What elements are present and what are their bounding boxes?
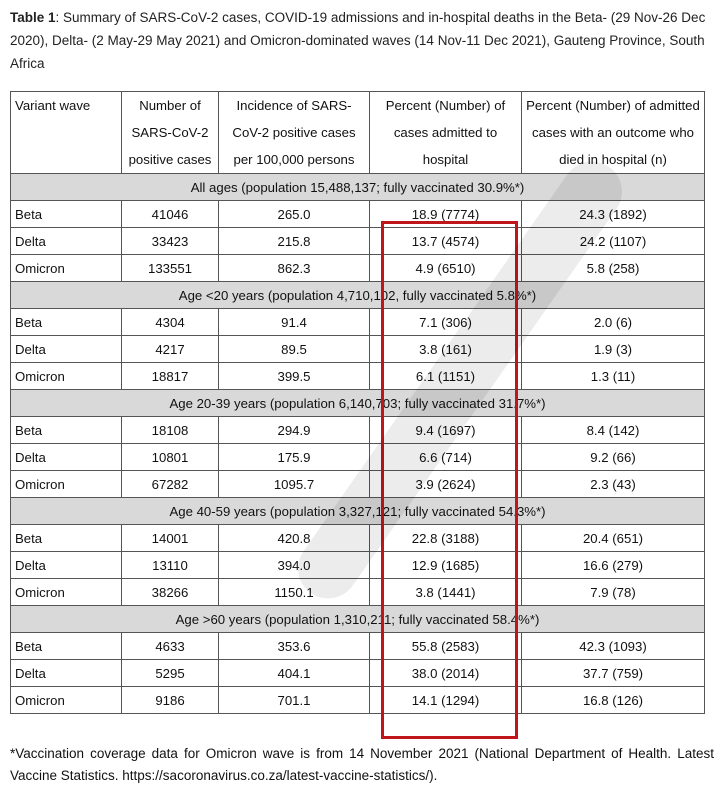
caption-label: Table 1: [10, 10, 56, 25]
cell-number-of-cases: 41046: [122, 201, 219, 228]
cell-number-of-cases: 67282: [122, 471, 219, 498]
cell-percent-admitted: 12.9 (1685): [370, 552, 522, 579]
group-row: [11, 498, 705, 525]
cell-incidence: 862.3: [219, 255, 370, 282]
cell-incidence: 394.0: [219, 552, 370, 579]
cell-number-of-cases: 5295: [122, 660, 219, 687]
cell-variant-wave: Beta: [11, 417, 122, 444]
header-number-of-cases: Number of SARS-CoV-2 positive cases: [122, 92, 219, 174]
cell-incidence: 89.5: [219, 336, 370, 363]
table-row: [11, 687, 705, 714]
cell-variant-wave: Beta: [11, 309, 122, 336]
group-title: Age 20-39 years (population 6,140,703; fully vaccinated 31.7%*): [11, 390, 705, 417]
group-row: [11, 606, 705, 633]
cell-variant-wave: Omicron: [11, 471, 122, 498]
table-row: [11, 660, 705, 687]
cell-number-of-cases: 18817: [122, 363, 219, 390]
cell-incidence: 701.1: [219, 687, 370, 714]
header-percent-died: Percent (Number) of admitted cases with an outcome who died in hospital (n): [522, 92, 705, 174]
cell-number-of-cases: 38266: [122, 579, 219, 606]
cell-variant-wave: Delta: [11, 552, 122, 579]
cell-percent-admitted: 18.9 (7774): [370, 201, 522, 228]
cell-variant-wave: Delta: [11, 228, 122, 255]
group-title: Age <20 years (population 4,710,102, fully vaccinated 5.8%*): [11, 282, 705, 309]
summary-table: [10, 91, 705, 714]
group-title: All ages (population 15,488,137; fully vaccinated 30.9%*): [11, 174, 705, 201]
group-row: [11, 390, 705, 417]
cell-percent-died: 1.3 (11): [522, 363, 705, 390]
cell-percent-admitted: 55.8 (2583): [370, 633, 522, 660]
header-percent-admitted: Percent (Number) of cases admitted to hospital: [370, 92, 522, 174]
cell-percent-died: 20.4 (651): [522, 525, 705, 552]
cell-percent-died: 7.9 (78): [522, 579, 705, 606]
header-row: [11, 92, 705, 174]
cell-number-of-cases: 4217: [122, 336, 219, 363]
cell-incidence: 420.8: [219, 525, 370, 552]
cell-percent-admitted: 3.8 (1441): [370, 579, 522, 606]
cell-variant-wave: Omicron: [11, 579, 122, 606]
cell-variant-wave: Delta: [11, 444, 122, 471]
cell-percent-admitted: 7.1 (306): [370, 309, 522, 336]
cell-variant-wave: Beta: [11, 633, 122, 660]
cell-number-of-cases: 18108: [122, 417, 219, 444]
cell-incidence: 1095.7: [219, 471, 370, 498]
table-row: [11, 336, 705, 363]
cell-percent-died: 1.9 (3): [522, 336, 705, 363]
cell-percent-died: 2.3 (43): [522, 471, 705, 498]
cell-variant-wave: Delta: [11, 336, 122, 363]
cell-number-of-cases: 133551: [122, 255, 219, 282]
table-row: [11, 255, 705, 282]
cell-incidence: 353.6: [219, 633, 370, 660]
cell-number-of-cases: 4633: [122, 633, 219, 660]
cell-percent-died: 9.2 (66): [522, 444, 705, 471]
cell-percent-admitted: 6.6 (714): [370, 444, 522, 471]
table-row: [11, 471, 705, 498]
cell-number-of-cases: 10801: [122, 444, 219, 471]
cell-percent-died: 2.0 (6): [522, 309, 705, 336]
table-row: [11, 363, 705, 390]
table-row: [11, 444, 705, 471]
footnote: *Vaccination coverage data for Omicron wave is from 14 November 2021 (National Department of Health. Latest Vaccine Statistics. https://sacoronavirus.co.za/latest-vaccine-statistics/).: [10, 746, 714, 783]
group-title: Age >60 years (population 1,310,211; fully vaccinated 58.4%*): [11, 606, 705, 633]
table-row: [11, 525, 705, 552]
table-row: [11, 633, 705, 660]
group-row: [11, 282, 705, 309]
cell-number-of-cases: 9186: [122, 687, 219, 714]
cell-percent-died: 42.3 (1093): [522, 633, 705, 660]
table-row: [11, 201, 705, 228]
cell-percent-admitted: 3.9 (2624): [370, 471, 522, 498]
caption-text: : Summary of SARS-CoV-2 cases, COVID-19 admissions and in-hospital deaths in the Beta- (29 Nov-26 Dec 2020), Delta- (2 May-29 May 2021) and Omicron-dominated waves (14 Nov-11 Dec 2021), Gauteng Province, South Africa: [10, 10, 706, 71]
cell-percent-admitted: 3.8 (161): [370, 336, 522, 363]
cell-percent-admitted: 9.4 (1697): [370, 417, 522, 444]
cell-incidence: 1150.1: [219, 579, 370, 606]
cell-percent-admitted: 22.8 (3188): [370, 525, 522, 552]
cell-variant-wave: Omicron: [11, 255, 122, 282]
cell-percent-admitted: 14.1 (1294): [370, 687, 522, 714]
table-row: [11, 417, 705, 444]
cell-incidence: 91.4: [219, 309, 370, 336]
cell-variant-wave: Omicron: [11, 363, 122, 390]
cell-incidence: 399.5: [219, 363, 370, 390]
table-row: [11, 228, 705, 255]
header-incidence: Incidence of SARS-CoV-2 positive cases per 100,000 persons: [219, 92, 370, 174]
cell-number-of-cases: 14001: [122, 525, 219, 552]
cell-percent-died: 37.7 (759): [522, 660, 705, 687]
cell-percent-died: 16.6 (279): [522, 552, 705, 579]
cell-percent-died: 5.8 (258): [522, 255, 705, 282]
cell-number-of-cases: 4304: [122, 309, 219, 336]
table-row: [11, 309, 705, 336]
table-row: [11, 552, 705, 579]
table-row: [11, 579, 705, 606]
cell-number-of-cases: 33423: [122, 228, 219, 255]
cell-incidence: 265.0: [219, 201, 370, 228]
cell-percent-admitted: 13.7 (4574): [370, 228, 522, 255]
cell-variant-wave: Delta: [11, 660, 122, 687]
cell-incidence: 294.9: [219, 417, 370, 444]
cell-incidence: 404.1: [219, 660, 370, 687]
cell-percent-died: 16.8 (126): [522, 687, 705, 714]
cell-percent-admitted: 4.9 (6510): [370, 255, 522, 282]
cell-percent-died: 24.3 (1892): [522, 201, 705, 228]
table-body: [11, 174, 705, 714]
cell-incidence: 215.8: [219, 228, 370, 255]
cell-variant-wave: Beta: [11, 201, 122, 228]
header-variant-wave: Variant wave: [11, 92, 122, 174]
cell-variant-wave: Omicron: [11, 687, 122, 714]
cell-percent-admitted: 6.1 (1151): [370, 363, 522, 390]
table-caption: [10, 6, 710, 75]
cell-number-of-cases: 13110: [122, 552, 219, 579]
cell-variant-wave: Beta: [11, 525, 122, 552]
cell-percent-died: 24.2 (1107): [522, 228, 705, 255]
cell-percent-died: 8.4 (142): [522, 417, 705, 444]
group-title: Age 40-59 years (population 3,327,121; fully vaccinated 54.3%*): [11, 498, 705, 525]
cell-incidence: 175.9: [219, 444, 370, 471]
group-row: [11, 174, 705, 201]
cell-percent-admitted: 38.0 (2014): [370, 660, 522, 687]
